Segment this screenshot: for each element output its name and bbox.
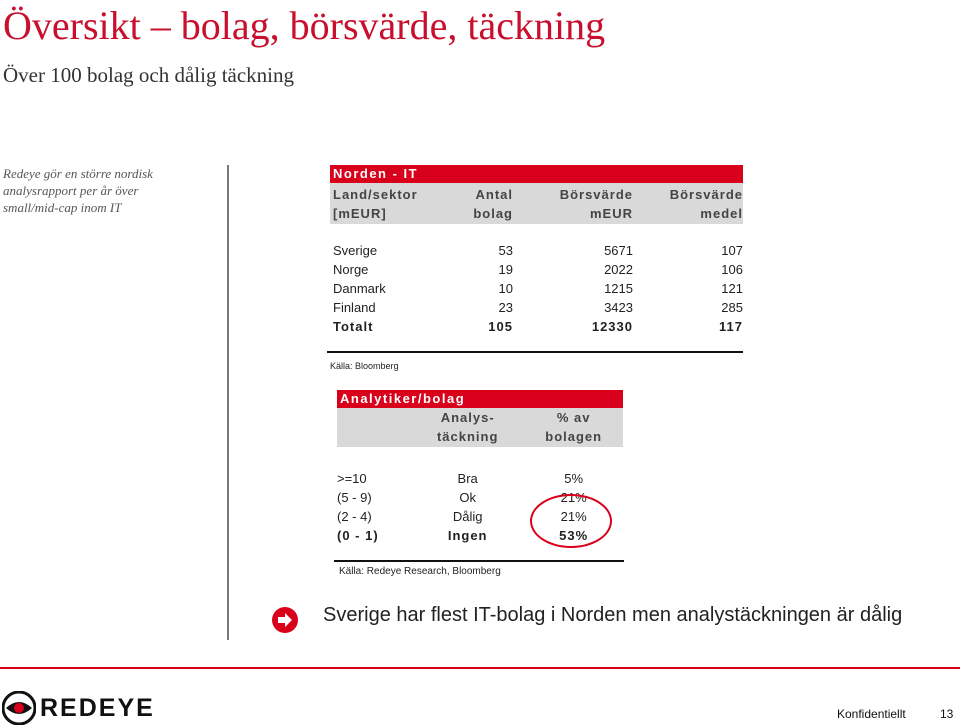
cell: 21% bbox=[560, 490, 587, 505]
logo-text: REDEYE bbox=[40, 693, 155, 722]
cell: Ingen bbox=[447, 528, 488, 543]
side-note: Redeye gör en större nordisk analysrapport per år över small/mid-cap inom IT bbox=[3, 166, 153, 215]
header-cell: Börsvärde mEUR bbox=[559, 187, 633, 221]
cell: 21% bbox=[560, 509, 587, 524]
cell: Danmark bbox=[333, 281, 386, 296]
page-subtitle: Över 100 bolag och dålig täckning bbox=[3, 63, 295, 87]
eye-icon bbox=[2, 691, 36, 725]
cell: Sverige bbox=[333, 243, 378, 258]
table-title: Norden - IT bbox=[330, 165, 743, 183]
redeye-logo bbox=[2, 691, 155, 725]
cell: 117 bbox=[719, 319, 743, 334]
header-cell: Analys- täckning bbox=[436, 410, 499, 444]
cell: 5% bbox=[564, 471, 584, 486]
cell: 107 bbox=[721, 243, 743, 258]
footer-confidential: Konfidentiellt bbox=[837, 707, 906, 721]
cell: (0 - 1) bbox=[337, 528, 379, 543]
highlight-circle bbox=[530, 494, 612, 548]
cell: 12330 bbox=[591, 319, 633, 334]
cell: 53% bbox=[559, 528, 589, 543]
arrow-right-icon bbox=[272, 607, 298, 633]
page-number: 13 bbox=[940, 707, 954, 721]
cell: Norge bbox=[333, 262, 369, 277]
table-rule bbox=[334, 560, 624, 562]
cell: Bra bbox=[457, 471, 478, 486]
cell: 53 bbox=[498, 243, 513, 258]
cell: Ok bbox=[459, 490, 476, 505]
cell: 5671 bbox=[604, 243, 633, 258]
conclusion-text: Sverige har flest IT-bolag i Norden men analystäckningen är dålig bbox=[323, 604, 903, 626]
divider-line bbox=[227, 165, 229, 640]
total-row bbox=[330, 317, 743, 336]
header-cell: % av bolagen bbox=[545, 410, 603, 444]
table-row bbox=[330, 298, 743, 317]
cell: 3423 bbox=[604, 300, 633, 315]
header-cell: Land/sektor [mEUR] bbox=[333, 187, 418, 221]
table-row bbox=[330, 279, 743, 298]
cell: 106 bbox=[721, 262, 743, 277]
table-header bbox=[337, 408, 623, 447]
source-note: Källa: Redeye Research, Bloomberg bbox=[339, 566, 501, 577]
page-title: Översikt – bolag, börsvärde, täckning bbox=[3, 3, 606, 48]
cell: Totalt bbox=[333, 319, 374, 334]
cell: 19 bbox=[498, 262, 513, 277]
coverage-table bbox=[337, 390, 623, 545]
footer-rule bbox=[0, 667, 960, 669]
cell: 10 bbox=[498, 281, 513, 296]
cell: 285 bbox=[721, 300, 743, 315]
table-title: Analytiker/bolag bbox=[337, 390, 623, 408]
cell: >=10 bbox=[337, 471, 367, 486]
cell: (5 - 9) bbox=[337, 490, 372, 505]
cell: 2022 bbox=[604, 262, 633, 277]
cell: Dålig bbox=[452, 509, 483, 524]
header-cell: Börsvärde medel bbox=[669, 187, 743, 221]
table-row bbox=[330, 241, 743, 260]
header-cell: Antal bolag bbox=[473, 187, 513, 221]
source-note: Källa: Bloomberg bbox=[330, 361, 399, 371]
header-cell bbox=[337, 408, 411, 447]
cell: (2 - 4) bbox=[337, 509, 372, 524]
cell: Finland bbox=[333, 300, 376, 315]
table-row bbox=[337, 469, 623, 488]
cell: 121 bbox=[721, 281, 743, 296]
table-header bbox=[330, 183, 743, 224]
cell: 105 bbox=[488, 319, 513, 334]
cell: 1215 bbox=[604, 281, 633, 296]
table-row bbox=[330, 260, 743, 279]
table-rule bbox=[327, 351, 743, 353]
cell: 23 bbox=[498, 300, 513, 315]
market-cap-table bbox=[330, 165, 743, 336]
